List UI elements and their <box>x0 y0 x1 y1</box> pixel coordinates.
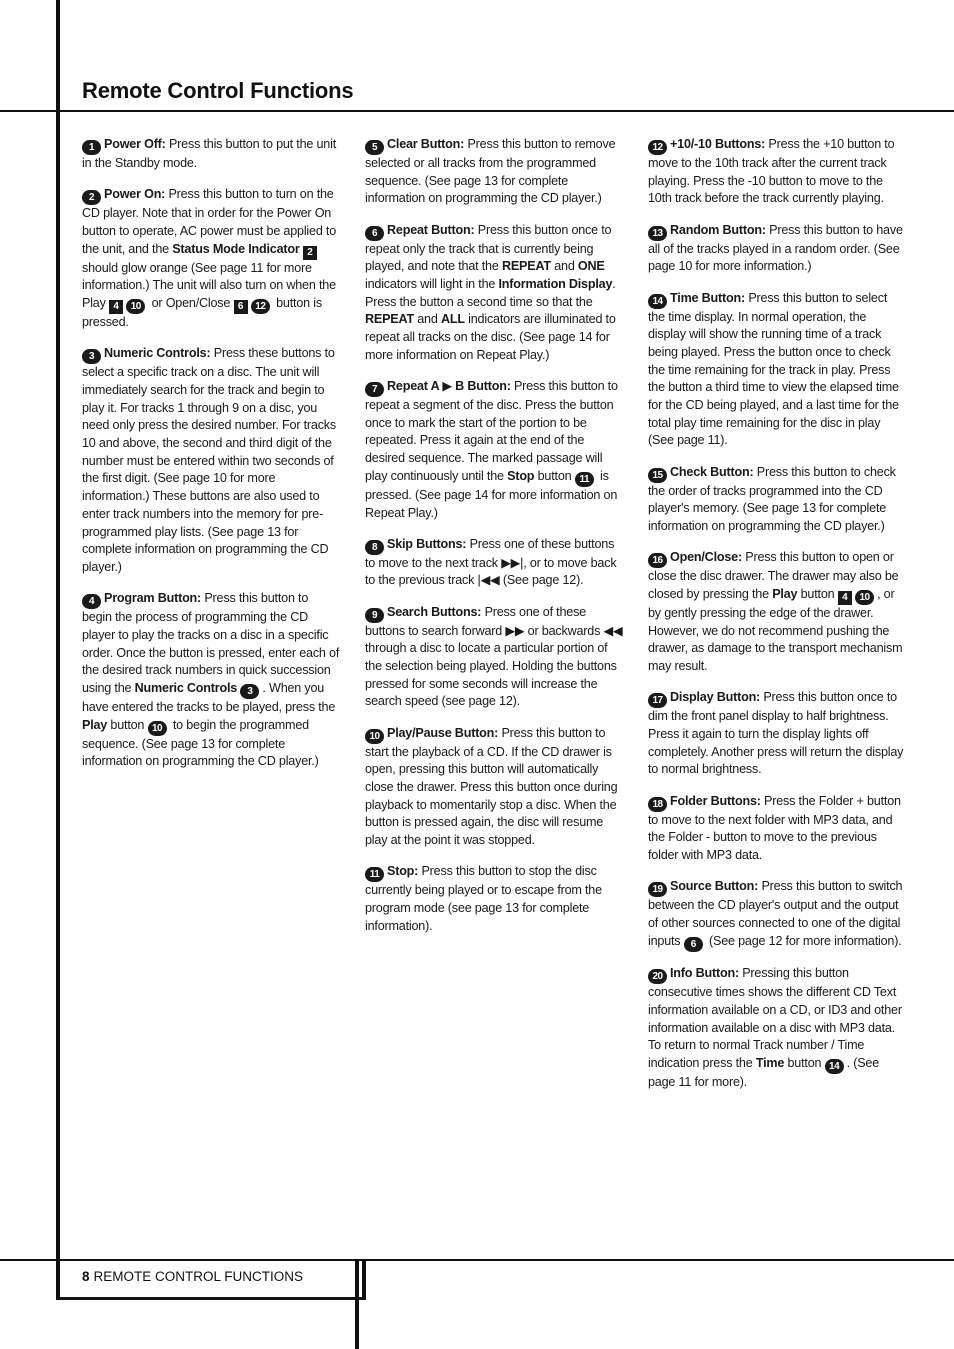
entry-display-button <box>648 689 906 779</box>
entry-title: Numeric Controls: <box>104 346 211 361</box>
callout-number: 16 <box>648 553 667 568</box>
entry-text: button is pressed. <box>82 296 322 330</box>
entry-text: to begin the programmed sequence. (See page 13 for complete information on programming the CD player.) <box>82 717 319 769</box>
entry-repeat-button <box>365 222 623 365</box>
entry-title: Source Button: <box>670 879 759 894</box>
callout-number: 18 <box>648 797 667 812</box>
callout-number: 20 <box>648 969 667 984</box>
entry-text: . Press the button a second time so that the <box>365 277 616 309</box>
entry-text: is pressed. (See page 14 for more information on Repeat Play.) <box>365 468 618 520</box>
entry-check-button <box>648 464 906 536</box>
column-1 <box>82 136 340 785</box>
entry-text: and <box>413 312 441 327</box>
callout-number: 10 <box>855 590 874 605</box>
entry-title: Power On: <box>104 187 166 202</box>
entry-title: Folder Buttons: <box>670 793 761 808</box>
entry-text: button <box>784 1055 825 1070</box>
entry-clear-button <box>365 136 623 208</box>
callout-number: 1 <box>82 140 101 155</box>
entry-random-button <box>648 222 906 276</box>
callout-number: 6 <box>365 226 384 241</box>
indicator-term: REPEAT <box>365 312 414 327</box>
entry-text: Press one of these buttons to search forward ▶▶ or backwards ◀◀ through a disc to locate a particular portion of the selection being played. Holding the buttons pressed for some seconds will increase the search speed (see page 12). <box>365 604 623 709</box>
entry-time-button <box>648 290 906 451</box>
entry-text: button <box>107 717 148 732</box>
entry-title: Time Button: <box>670 290 746 305</box>
entry-stop <box>365 863 623 935</box>
entry-title: Play/Pause Button: <box>387 725 499 740</box>
entry-text: Press this button to select the time display. In normal operation, the display will show the running time of a track being played. Press the button once to check the time remaining for the track in play. Press the button a third time to view the elapsed time for the CD being played, and a last time for the total play time remaining for the disc in play (See page 11). <box>648 290 899 448</box>
callout-number: 5 <box>365 140 384 155</box>
page-number: 8 <box>82 1269 90 1284</box>
entry-title: Check Button: <box>670 464 754 479</box>
entry-text: Pressing this button consecutive times shows the different CD Text information available on a CD, or ID3 and other information available on a disc with MP3 data. To return to normal Track number / Time indication press the <box>648 966 902 1070</box>
entry-title: Stop: <box>387 864 419 879</box>
column-2 <box>365 136 623 949</box>
entry-text: Press this button to remove selected or all tracks from the programmed sequence. (See page 13 for complete information on programming the CD player.) <box>365 137 616 206</box>
entry-plus-minus-10-buttons <box>648 136 906 208</box>
bold-term: Time <box>755 1055 785 1070</box>
entry-text: . (See page 11 for more). <box>648 1055 880 1089</box>
entry-title: Search Buttons: <box>387 604 482 619</box>
entry-play-pause-button <box>365 725 623 850</box>
callout-number: 19 <box>648 882 667 897</box>
page-title: Remote Control Functions <box>82 78 354 103</box>
callout-number: 11 <box>365 867 384 882</box>
entry-text: Press this button once to dim the front panel display to half brightness. Press it again to turn the display lights off completely. Another press will return the display to normal brightness. <box>648 690 904 777</box>
bold-term: Numeric Controls <box>134 680 238 695</box>
callout-square: 6 <box>234 300 248 314</box>
entry-text: indicators will light in the <box>365 277 499 292</box>
entry-title: Info Button: <box>670 966 739 981</box>
entry-text: Press this button to switch between the CD player's output and the output of other sources connected to one of the digital inputs <box>648 879 903 948</box>
left-margin-bar <box>56 0 60 1300</box>
entry-text: Press this button to have all of the tracks played in a random order. (See page 10 for more information.) <box>648 222 903 274</box>
entry-text: Press this button once to repeat only the track that is currently being played, and note that the <box>365 222 612 274</box>
callout-number: 14 <box>648 294 667 309</box>
entry-info-button <box>648 965 906 1092</box>
indicator-term: ONE <box>577 259 605 274</box>
entry-title: Random Button: <box>670 222 766 237</box>
entry-title: Skip Buttons: <box>387 536 467 551</box>
callout-square: 2 <box>303 246 317 260</box>
entry-text: button <box>797 586 838 601</box>
entry-title: Repeat Button: <box>387 222 475 237</box>
entry-text: Press the +10 button to move to the 10th track after the current track playing. Press the -10 button to move to the 10th track before the track currently playing. <box>648 137 895 206</box>
entry-title: Power Off: <box>104 137 166 151</box>
callout-number: 12 <box>251 299 270 314</box>
callout-number: 2 <box>82 190 101 205</box>
callout-number: 10 <box>365 729 384 744</box>
header-rule <box>0 110 954 112</box>
entry-title: Open/Close: <box>670 550 742 565</box>
callout-number: 17 <box>648 693 667 708</box>
callout-number: 8 <box>365 540 384 555</box>
entry-power-on <box>82 186 340 332</box>
callout-number: 14 <box>825 1059 844 1074</box>
entry-title: Clear Button: <box>387 137 465 151</box>
entry-text: Press this button to start the playback of a CD. If the CD drawer is open, pressing this button will automatically close the drawer. Press this button once during playback to momentarily stop a disc. When the button is pressed again, the disc will resume play at the point it was stopped. <box>365 725 618 848</box>
callout-square: 4 <box>838 591 852 605</box>
entry-open-close <box>648 549 906 676</box>
entry-title: Display Button: <box>670 690 761 705</box>
entry-text: should glow orange (See page 11 for more information.) The unit will also turn on when the Play <box>82 260 336 311</box>
entry-search-buttons <box>365 604 623 712</box>
indicator-term: REPEAT <box>501 259 551 274</box>
callout-number: 11 <box>575 472 594 487</box>
entry-text: Press these buttons to select a specific track on a disc. The unit will immediately search for the track and begin to play it. For tracks 1 through 9 on a disc, you need only press the desired number. For tracks 10 and above, the second and third digit of the number must be entered within two seconds of the first digit. (See page 10 for more information.) These buttons are also used to enter track numbers into the memory for pre-programmed play lists. (See page 13 for complete information on programming the CD player.) <box>82 346 337 574</box>
entry-text: Press one of these buttons to move to the next track ▶▶|, or to move back to the previous track |◀◀ (See page 12). <box>365 536 617 588</box>
callout-number: 7 <box>365 382 384 397</box>
entry-text: Press this button to begin the process of programming the CD player to play the tracks on a disc in a specific order. Once the button is pressed, enter each of the desired track numbers in quick succession using the <box>82 591 340 695</box>
bold-term: Play <box>82 717 108 732</box>
entry-numeric-controls <box>82 345 340 576</box>
callout-number: 10 <box>148 721 167 736</box>
entry-text: (See page 12 for more information). <box>705 933 902 948</box>
callout-number: 9 <box>365 608 384 623</box>
entry-text: and <box>550 259 578 274</box>
entry-text: Press the Folder + button to move to the next folder with MP3 data, and the Folder - button to move to the previous folder with MP3 data. <box>648 793 901 862</box>
callout-number: 13 <box>648 226 667 241</box>
callout-number: 3 <box>82 349 101 364</box>
entry-title: Program Button: <box>104 591 202 606</box>
column-3 <box>648 136 906 1105</box>
entry-source-button <box>648 878 906 951</box>
callout-number: 6 <box>684 937 703 952</box>
entry-text: . When you have entered the tracks to be played, press the <box>82 680 336 714</box>
bold-term: Status Mode Indicator <box>172 241 300 256</box>
entry-folder-buttons <box>648 793 906 865</box>
entry-repeat-ab-button <box>365 378 623 522</box>
entry-program-button <box>82 590 340 771</box>
entry-text: Press this button to open or close the disc drawer. The drawer may also be closed by pressing the <box>648 550 899 601</box>
callout-number: 3 <box>240 684 259 699</box>
entry-text: or Open/Close <box>148 296 234 311</box>
callout-number: 12 <box>648 140 667 155</box>
entry-skip-buttons <box>365 536 623 590</box>
callout-number: 4 <box>82 594 101 609</box>
entry-text: button <box>534 468 575 483</box>
entry-text: Press this button to stop the disc currently being played or to escape from the program mode (see page 13 for complete information). <box>365 864 602 933</box>
callout-square: 4 <box>109 300 123 314</box>
callout-number: 15 <box>648 468 667 483</box>
entry-text: Press this button to turn on the CD player. Note that in order for the Power On button to operate, AC power must be applied to the unit, and the <box>82 187 337 256</box>
footer-label <box>82 1269 303 1284</box>
entry-text: indicators are illuminated to repeat all tracks on the disc. (See page 14 for more information on Repeat Play.) <box>365 312 616 362</box>
entry-power-off <box>82 136 340 173</box>
callout-number: 10 <box>126 299 145 314</box>
entry-title: +10/-10 Buttons: <box>670 137 766 151</box>
bold-term: Play <box>772 586 798 601</box>
indicator-term: ALL <box>440 312 465 327</box>
bold-term: Stop <box>507 468 535 483</box>
entry-text: Press this button to check the order of tracks programmed into the CD player's memory. (See page 13 for complete information on programming the CD player.) <box>648 464 896 534</box>
entry-title: Repeat A ▶ B Button: <box>387 379 511 394</box>
entry-text: Press this button to repeat a segment of the disc. Press the button once to mark the start of the portion to be repeated. Press it again at the end of the desired sequence. The marked passage will play continuously until the <box>365 379 618 483</box>
bold-term: Information Display <box>498 277 613 292</box>
entry-text: , or by gently pressing the edge of the drawer. However, we do not recommend pushing the drawer, as damage to the transport mechanism may result. <box>648 586 903 674</box>
footer-section: REMOTE CONTROL FUNCTIONS <box>93 1269 304 1284</box>
footer-divider-bar <box>355 1259 359 1349</box>
entry-text: Press this button to put the unit in the Standby mode. <box>82 137 336 170</box>
